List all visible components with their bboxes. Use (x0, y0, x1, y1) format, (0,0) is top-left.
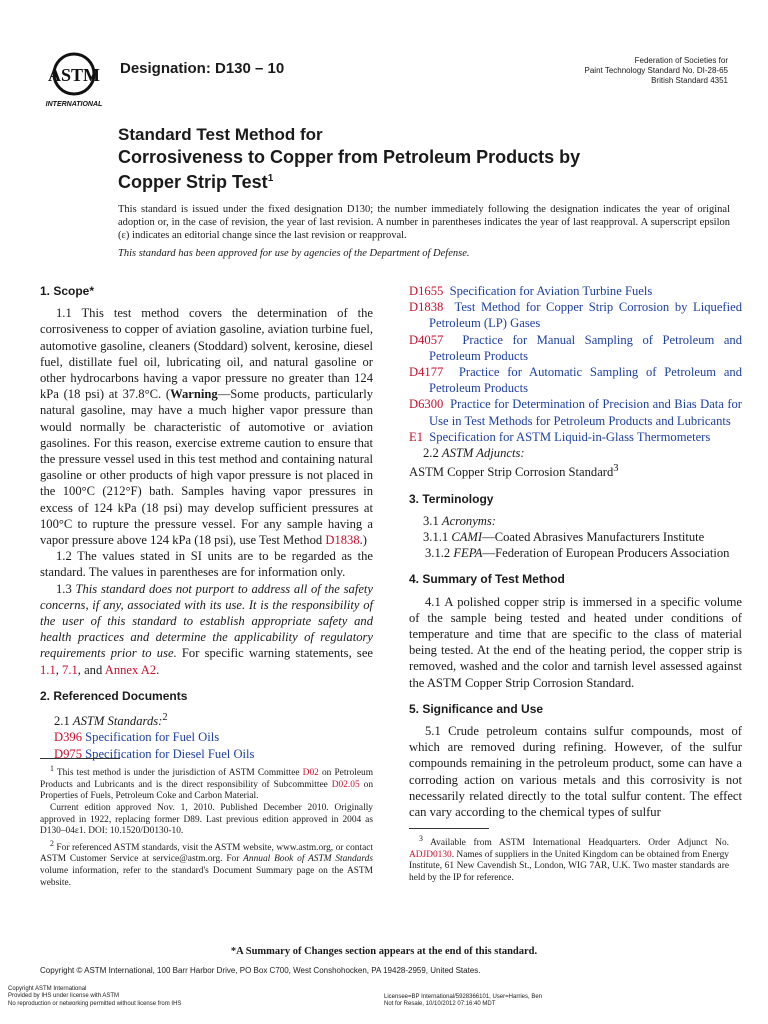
logo-text: ASTM (47, 65, 101, 85)
footnote-right (409, 828, 729, 885)
footer-right-2: Not for Resale, 10/10/2012 07:16:40 MDT (384, 1001, 496, 1008)
para-3-1-2 (409, 545, 742, 561)
section-5-heading: 5. Significance and Use (409, 701, 544, 716)
summary-of-changes-note: *A Summary of Changes section appears at the end of this standard. (230, 946, 538, 957)
adjunct-item (409, 461, 742, 480)
fn1-text-c: on Properties of Fuels, Petroleum Coke and Carbon Material. (40, 779, 374, 802)
footnote-2 (40, 838, 373, 890)
num: 3.1 (423, 513, 442, 528)
astm-logo (40, 50, 112, 110)
footnote-3 (409, 833, 729, 885)
fed-line-3: British Standard 4351 (651, 76, 728, 85)
ref-title: Practice for Manual Sampling of Petroleum and Petroleum Products (429, 332, 743, 363)
ref-code-d1655[interactable]: D1655 (409, 284, 444, 298)
para-3-1 (423, 513, 742, 529)
ref-title: Specification for Aviation Turbine Fuels (449, 284, 653, 298)
definition: —Federation of European Producers Association (482, 546, 730, 561)
fed-line-1: Federation of Societies for (634, 56, 728, 65)
fn-mark: 3 (419, 834, 423, 843)
ref-title: Test Method for Copper Strip Corrosion by Liquefied Petroleum (LP) Gases (429, 300, 742, 331)
document-title (118, 146, 678, 193)
footnote-rule (409, 828, 489, 829)
reference-list (409, 283, 742, 445)
ref-item (54, 729, 373, 745)
para-5-1: 5.1 Crude petroleum contains sulfur compounds, most of which are removed during refining. However, of the sulfur compounds remaining in the petroleum product, some can have a corroding action on various metals and this corrosivity is not necessarily related directly to the total sulfur content. The effect can vary according to the chemical types of sulfur (409, 724, 742, 820)
ref-item (409, 429, 742, 445)
ref-title: Specification for Fuel Oils (85, 730, 220, 745)
ref-item (409, 332, 742, 364)
para-1-3-italic: This standard does not purport to address all of the safety concerns, if any, associated with its use. It is the responsibility of the user of this standard to establish appropriate safety and health practices and determine the applicability of regulatory requirements prior to use. (40, 581, 373, 661)
section-1-heading: 1. Scope* (40, 284, 95, 298)
para-1-3-num: 1.3 (56, 581, 76, 596)
designation: Designation: D130 – 10 (120, 60, 285, 77)
para-2-2-num: 2.2 (423, 446, 442, 461)
copyright-line: Copyright © ASTM International, 100 Barr Harbor Drive, PO Box C700, West Conshohocken, PA 19428-2959, United States. (40, 966, 481, 975)
fn1-text-a: This test method is under the jurisdiction of ASTM Committee (53, 768, 303, 779)
ref-code-d4177[interactable]: D4177 (409, 365, 444, 380)
ref-code-d4057[interactable]: D4057 (409, 332, 444, 347)
para-1-1-end: .) (359, 533, 367, 548)
para-4-1: 4.1 A polished copper strip is immersed in a specific volume of the sample being tested and heated under conditions of temperature and time that are specific to the class of material being tested. At the end of the heating period, the copper strip is removed, washed and the color and tarnish level assessed against the ASTM Copper Strip Corrosion Standard. (409, 594, 742, 690)
section-4-heading: 4. Summary of Test Method (409, 572, 565, 587)
para-1-3-tail: For specific warning statements, see (176, 646, 374, 661)
term: CAMI (451, 530, 483, 545)
license-footer-right (384, 994, 542, 1009)
fn2-italic: Annual Book of ASTM Standards (243, 854, 373, 865)
ref-item (409, 283, 742, 299)
link-adjd0130[interactable]: ADJD0130 (409, 849, 452, 860)
section-3-heading: 3. Terminology (409, 491, 494, 506)
para-1-1-text-2: —Some products, particularly natural gasoline, may have a much higher vapor pressure than would normally be characteristic of automotive or aviation gasolines. For this reason, exercise extreme caution to ensure that the pressure vessel used in this test method and containing natural gasoline or other products of high vapor pressure is not placed in the 100°C (212°F) bath. Samples having vapor pressures in excess of 124 kPa (18 psi) may develop sufficient pressures at 100°C to rupture the pressure vessel. For any sample having a vapor pressure above 124 kPa (18 psi), use Test Method (40, 387, 373, 548)
warning-label: Warning (170, 387, 218, 402)
ref-code-d6300[interactable]: D6300 (409, 397, 444, 412)
fn2-text-b: volume information, refer to the standard's Document Summary page on the ASTM website. (40, 866, 373, 888)
fn3-text-b: . Names of suppliers in the United Kingdom can be obtained from Energy Institute, 61 New Cavendish St., London, WIG 7AR, U.K. Two master standards are held by the IP for reference. (409, 849, 729, 883)
footer-left-1: Copyright ASTM International (8, 986, 87, 992)
para-3-1-1 (423, 529, 742, 545)
footnote-1-edition: Current edition approved Nov. 1, 2010. Published December 2010. Originally approved in 1922, replacing former D89. Last previous edition approved in 2004 as D130–04ε1. DOI: 10.1520/D0130-10. (40, 802, 373, 837)
section-2-heading: 2. Referenced Documents (40, 688, 188, 703)
footer-left-2: Provided by IHS under license with ASTM (8, 993, 120, 1000)
para-1-3 (40, 581, 373, 678)
ref-title: Practice for Determination of Precision and Bias Data for Use in Test Methods for Petroleum Products and Lubricants (429, 397, 743, 428)
ref-code-d1838[interactable]: D1838 (409, 300, 444, 315)
link-section-1-1[interactable]: 1.1 (40, 662, 56, 677)
fn2-text-a: For referenced ASTM standards, visit the ASTM website, www.astm.org, or contact ASTM Customer Service at service@astm.org. For (40, 842, 373, 865)
link-d1838[interactable]: D1838 (325, 533, 360, 548)
para-2-2 (423, 445, 742, 461)
license-footer-left (8, 986, 181, 1008)
title-line-3 (118, 168, 678, 193)
para-2-1-label: ASTM Standards: (72, 714, 163, 729)
federation-note (468, 56, 728, 86)
left-column (40, 283, 373, 762)
footnotes-left (40, 758, 373, 889)
para-2-1-num: 2.1 (54, 714, 73, 729)
title-prefix: Standard Test Method for (118, 125, 323, 144)
link-d02[interactable]: D02 (302, 768, 319, 779)
ref-title: Specification for Diesel Fuel Oils (85, 746, 255, 761)
footnote-1 (40, 763, 373, 803)
footer-left-3: No reproduction or networking permitted without license from IHS (8, 1000, 182, 1007)
fn-mark: 1 (50, 764, 54, 773)
para-3-1-label: Acronyms: (441, 513, 496, 528)
right-column (409, 283, 742, 820)
num: 3.1.2 (425, 546, 454, 561)
footer-right-1: Licensee=BP International/5928366101, User=Harries, Ben (384, 994, 542, 1000)
para-1-2: 1.2 The values stated in SI units are to be regarded as the standard. The values in parentheses are for information only. (40, 549, 373, 580)
ref-item (409, 396, 742, 428)
adjunct-text: ASTM Copper Strip Corrosion Standard (409, 465, 614, 480)
fed-line-2: Paint Technology Standard No. DI-28-65 (584, 66, 728, 75)
link-d02-05[interactable]: D02.05 (331, 779, 360, 790)
ref-item (409, 299, 742, 331)
title-footnote-mark: 1 (267, 173, 274, 184)
ref-code-e1[interactable]: E1 (409, 429, 423, 444)
footnote-mark-3: 3 (613, 463, 619, 475)
para-2-2-label: ASTM Adjuncts: (441, 446, 525, 461)
definition: —Coated Abrasives Manufacturers Institute (482, 530, 705, 545)
footnote-rule (40, 758, 120, 759)
issuance-note: This standard is issued under the fixed designation D130; the number immediately following the designation indicates the year of original adoption or, in the case of revision, the year of last revision. A number in parentheses indicates the year of last reapproval. A superscript epsilon (ε) indicates an editorial change since the last revision or reapproval. (118, 204, 730, 241)
dod-approval-note: This standard has been approved for use by agencies of the Department of Defense. (118, 248, 470, 259)
fn1-text-b: on Petroleum Products and Lubricants and is the direct responsibility of Subcommittee (40, 768, 373, 790)
ref-title: Practice for Automatic Sampling of Petroleum and Petroleum Products (429, 365, 743, 396)
fn-mark: 2 (50, 838, 54, 848)
sep: , and (77, 662, 105, 677)
para-1-1 (40, 305, 373, 548)
term: FEPA (453, 546, 483, 561)
logo-subtext: INTERNATIONAL (45, 101, 103, 108)
title-line-3-text: Copper Strip Test (118, 172, 268, 192)
num: 3.1.1 (423, 530, 452, 545)
ref-item (409, 364, 742, 396)
sep: , (55, 662, 63, 677)
link-annex-a2[interactable]: Annex A2 (104, 662, 157, 677)
fn3-text-a: Available from ASTM International Headquarters. Order Adjunct No. (422, 838, 729, 849)
ref-title: Specification for ASTM Liquid-in-Glass Thermometers (429, 429, 711, 444)
link-section-7-1[interactable]: 7.1 (62, 662, 78, 677)
para-2-1 (54, 710, 373, 729)
ref-code-d975[interactable]: D975 (54, 746, 82, 761)
ref-code-d396[interactable]: D396 (54, 730, 82, 745)
title-line-2: Corrosiveness to Copper from Petroleum Products by (118, 147, 581, 167)
footnote-mark-2: 2 (162, 712, 168, 724)
para-1-1-text: 1.1 This test method covers the determination of the corrosiveness to copper of aviation gasoline, aviation turbine fuel, automotive gasoline, cleaners (Stoddard) solvent, kerosine, diesel fuel, distillate fuel oil, lubricating oil, and natural gasoline or other hydrocarbons having a vapor pressure no greater than 124 kPa (18 psi) at 37.8°C. ( (40, 306, 373, 402)
para-1-3-end: . (156, 662, 160, 677)
